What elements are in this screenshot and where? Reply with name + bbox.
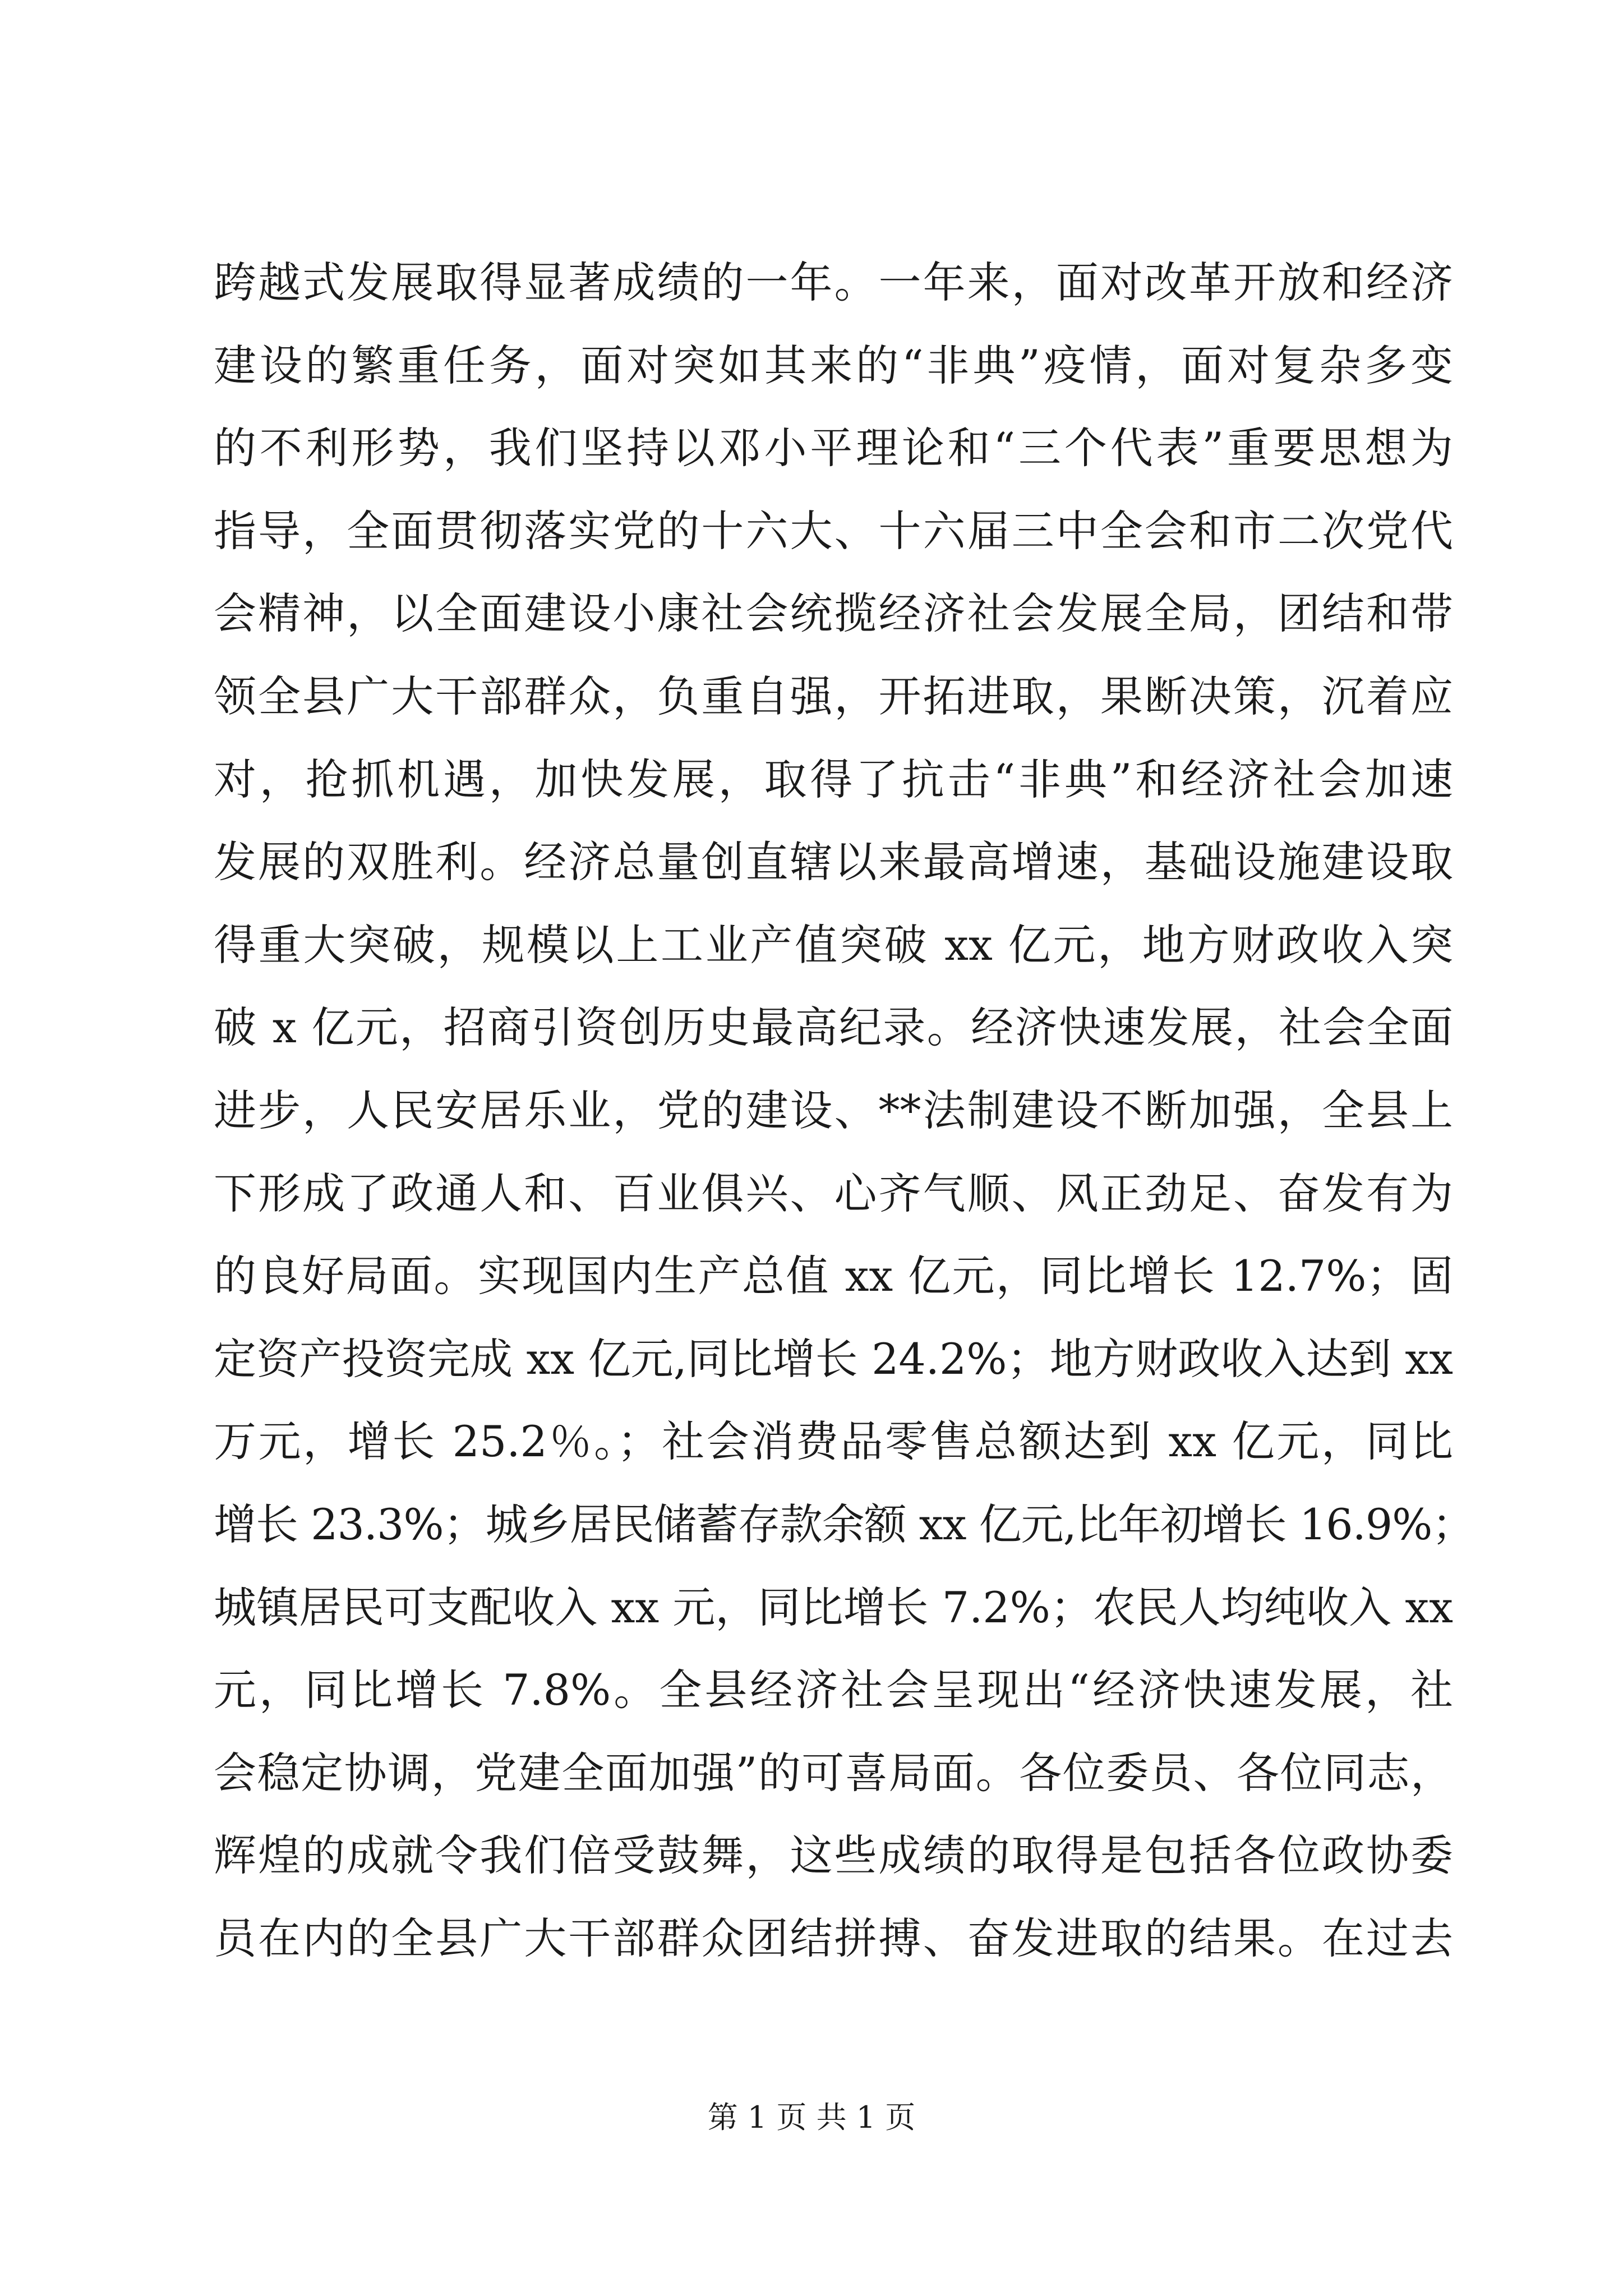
paragraph-line-7: 对，抢抓机遇，加快发展，取得了抗击“非典”和经济社会加速 [214,754,1453,804]
paragraph-line-21: 员在内的全县广大干部群众团结拼搏、奋发进取的结果。在过去 [214,1913,1453,1963]
paragraph-line-3: 的不利形势，我们坚持以邓小平理论和“三个代表”重要思想为 [214,423,1453,473]
paragraph-line-17: 城镇居民可支配收入 xx 元，同比增长 7.2%；农民人均纯收入 xx [214,1582,1453,1632]
paragraph-line-4: 指导，全面贯彻落实党的十六大、十六届三中全会和市二次党代 [214,505,1453,556]
page-footer [0,2098,1623,2137]
paragraph-line-5: 会精神，以全面建设小康社会统揽经济社会发展全局，团结和带 [214,588,1453,639]
paragraph-line-6: 领全县广大干部群众，负重自强，开拓进取，果断决策，沉着应 [214,671,1453,721]
paragraph-line-16: 增长 23.3%；城乡居民储蓄存款余额 xx 亿元,比年初增长 16.9%； [214,1499,1474,1549]
paragraph-line-19: 会稳定协调，党建全面加强”的可喜局面。各位委员、各位同志， [214,1747,1453,1798]
paragraph-line-18: 元，同比增长 7.8%。全县经济社会呈现出“经济快速发展，社 [214,1665,1453,1715]
paragraph-line-1: 跨越式发展取得显著成绩的一年。一年来，面对改革开放和经济 [214,257,1453,307]
paragraph-line-11: 进步，人民安居乐业，党的建设、**法制建设不断加强，全县上 [214,1085,1453,1135]
paragraph-line-20: 辉煌的成就令我们倍受鼓舞，这些成绩的取得是包括各位政协委 [214,1830,1453,1881]
page-number-label: 第 1 页 共 1 页 [707,2100,916,2135]
paragraph-line-12: 下形成了政通人和、百业俱兴、心齐气顺、风正劲足、奋发有为 [214,1168,1453,1218]
paragraph-line-9: 得重大突破，规模以上工业产值突破 xx 亿元，地方财政收入突 [214,919,1453,970]
paragraph-line-2: 建设的繁重任务，面对突如其来的“非典”疫情，面对复杂多变 [214,340,1453,390]
paragraph-line-14: 定资产投资完成 xx 亿元,同比增长 24.2%；地方财政收入达到 xx [214,1333,1453,1384]
paragraph-line-8: 发展的双胜利。经济总量创直辖以来最高增速，基础设施建设取 [214,837,1453,887]
body-paragraph [214,241,1474,1980]
paragraph-line-13: 的良好局面。实现国内生产总值 xx 亿元，同比增长 12.7%；固 [214,1251,1453,1301]
paragraph-line-15: 万元，增长 25.2％。；社会消费品零售总额达到 xx 亿元，同比 [214,1416,1453,1467]
paragraph-line-10: 破 x 亿元，招商引资创历史最高纪录。经济快速发展，社会全面 [214,1002,1453,1053]
